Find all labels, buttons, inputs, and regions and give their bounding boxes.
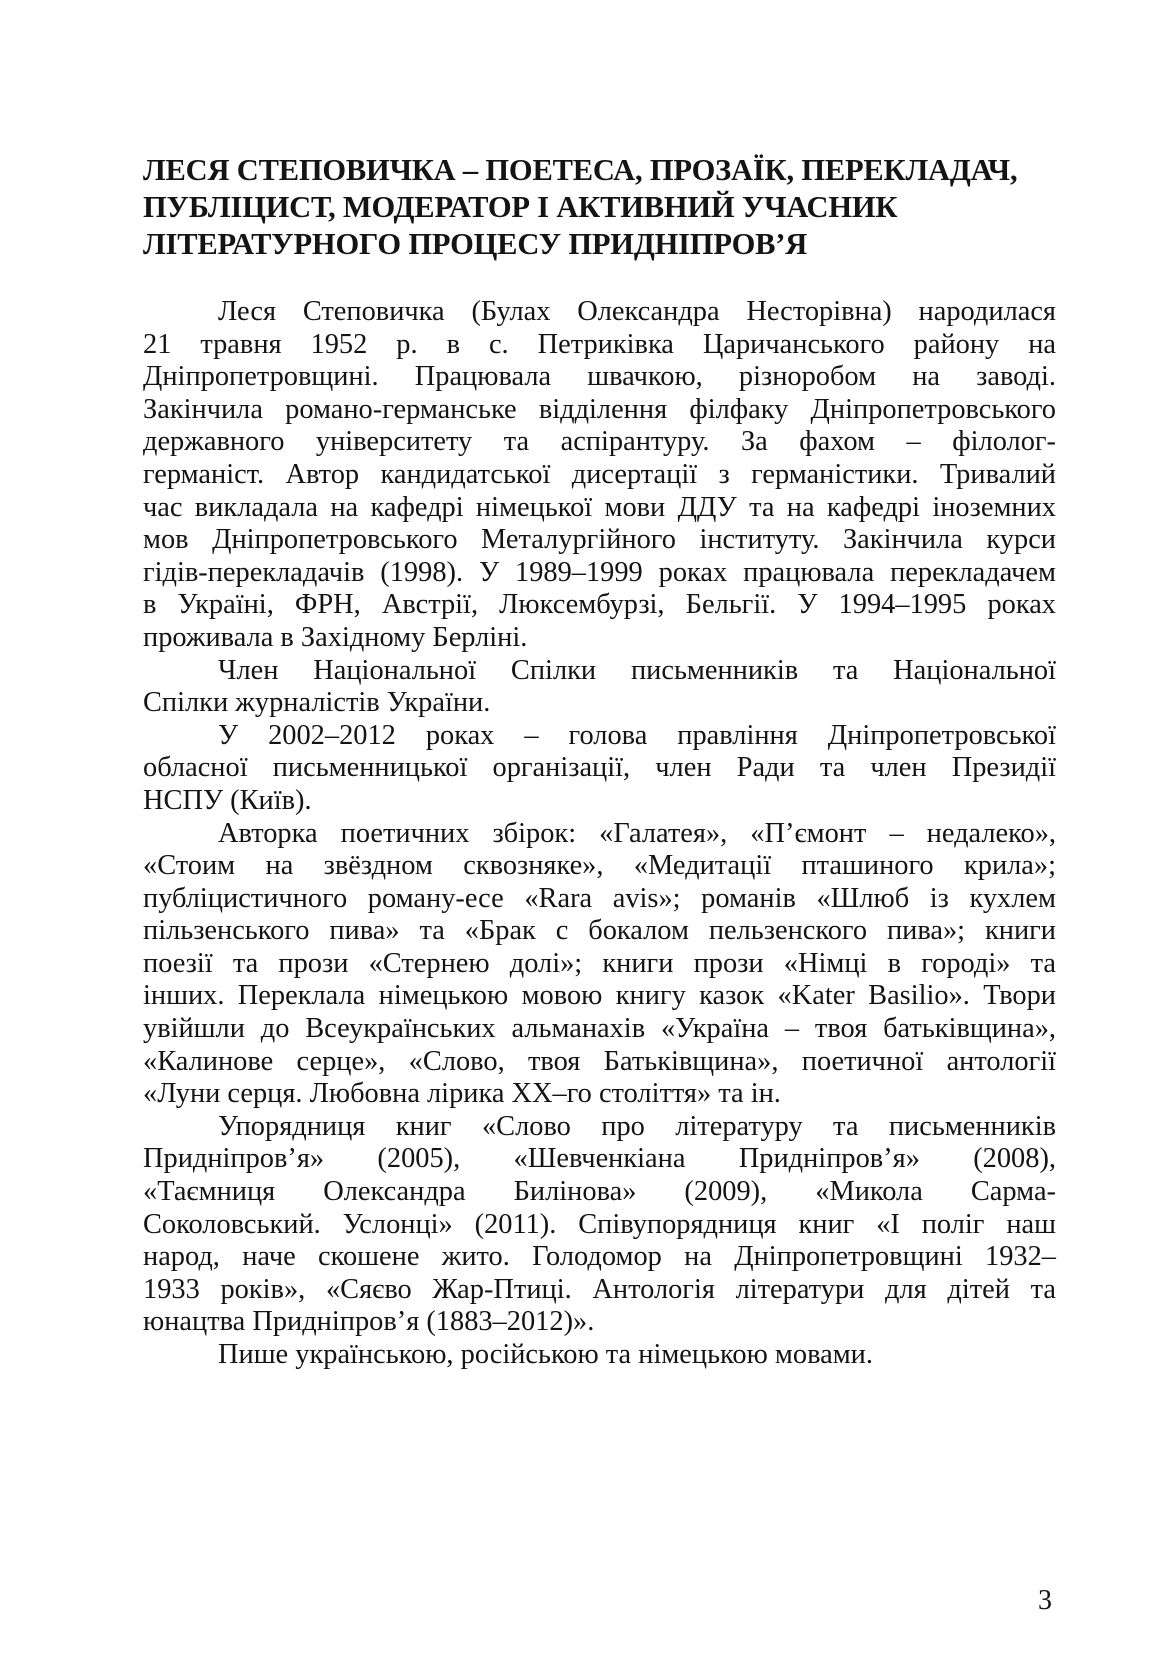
paragraph-membership <box>143 655 1056 720</box>
text-line: Дніпропетровщині. Працювала швачкою, різноробом на заводі. <box>143 361 1056 393</box>
text-line: Авторка поетичних збірок: «Галатея», «П’ємонт – недалеко», <box>218 817 1056 849</box>
paragraph-works <box>143 818 1056 1111</box>
title-line: ПУБЛІЦИСТ, МОДЕРАТОР І АКТИВНИЙ УЧАСНИК <box>143 190 898 224</box>
text-line: пільзенського пива» та «Брак с бокалом пельзенского пива»; книги <box>143 915 1056 947</box>
title-line: ЛЕСЯ СТЕПОВИЧКА – ПОЕТЕСА, ПРОЗАЇК, ПЕРЕКЛАДАЧ, <box>143 153 1018 187</box>
text-line: Член Національної Спілки письменників та Національної <box>218 654 1056 686</box>
text-line: час викладала на кафедрі німецької мови ДДУ та на кафедрі іноземних <box>143 491 1056 523</box>
text-line: поезії та прози «Стернею долі»; книги прози «Німці в городі» та <box>143 947 1056 979</box>
page-number: 3 <box>1038 1585 1052 1616</box>
text-line: Закінчила романо-германське відділення філфаку Дніпропетровського <box>143 393 1056 425</box>
paragraph-languages <box>143 1339 1056 1372</box>
text-line: проживала в Західному Берліні. <box>143 621 528 653</box>
document-title <box>143 152 1043 263</box>
text-line: державного університету та аспірантуру. За фахом – філолог- <box>143 426 1056 458</box>
text-line: 1933 років», «Сяєво Жар-Птиці. Антологія літератури для дітей та <box>143 1273 1056 1305</box>
text-line: публіцистичного роману-есе «Rara avis»; романів «Шлюб із кухлем <box>143 882 1056 914</box>
title-line: ЛІТЕРАТУРНОГО ПРОЦЕСУ ПРИДНІПРОВ’Я <box>143 227 808 261</box>
text-line: Спілки журналістів України. <box>143 687 491 719</box>
text-line: інших. Переклала німецькою мовою книгу казок «Kater Basilio». Твори <box>143 980 1056 1012</box>
text-line: «Луни серця. Любовна лірика ХХ–го століття» та ін. <box>143 1078 781 1110</box>
paragraph-leadership <box>143 720 1056 818</box>
paragraph-editing <box>143 1111 1056 1339</box>
paragraph-biography <box>143 296 1056 655</box>
text-line: «Таємниця Олександра Билінова» (2009), «Микола Сарма- <box>143 1176 1056 1208</box>
text-line: гідів-перекладачів (1998). У 1989–1999 роках працювала перекладачем <box>143 556 1056 588</box>
text-line: мов Дніпропетровського Металургійного інституту. Закінчила курси <box>143 524 1056 556</box>
text-line: «Калинове серце», «Слово, твоя Батьківщина», поетичної антології <box>143 1045 1056 1077</box>
text-line: увійшли до Всеукраїнських альманахів «Україна – твоя батьківщина», <box>143 1013 1056 1045</box>
text-line: Придніпров’я» (2005), «Шевченкіана Придніпров’я» (2008), <box>143 1143 1056 1175</box>
text-line: германіст. Автор кандидатської дисертації з германістики. Тривалий <box>143 458 1056 490</box>
document-body <box>143 296 1056 1372</box>
text-line: юнацтва Придніпров’я (1883–2012)». <box>143 1306 595 1338</box>
text-line: Упорядниця книг «Слово про літературу та письменників <box>218 1110 1056 1142</box>
text-line: Пише українською, російською та німецькою мовами. <box>218 1339 873 1370</box>
text-line: НСПУ (Київ). <box>143 784 312 816</box>
text-line: 21 травня 1952 р. в с. Петриківка Царичанського району на <box>143 328 1056 360</box>
text-line: У 2002–2012 роках – голова правління Дніпропетровської <box>218 719 1056 751</box>
text-line: в Україні, ФРН, Австрії, Люксембурзі, Бельгії. У 1994–1995 роках <box>143 589 1056 621</box>
text-line: народ, наче скошене жито. Голодомор на Дніпропетровщині 1932– <box>143 1241 1056 1273</box>
text-line: Леся Степовичка (Булах Олександра Несторівна) народилася <box>218 296 1056 327</box>
text-line: обласної письменницької організації, член Ради та член Президії <box>143 752 1056 784</box>
text-line: «Стоим на звёздном сквозняке», «Медитації пташиного крила»; <box>143 850 1056 882</box>
text-line: Соколовський. Услонці» (2011). Співупорядниця книг «І поліг наш <box>143 1208 1056 1240</box>
